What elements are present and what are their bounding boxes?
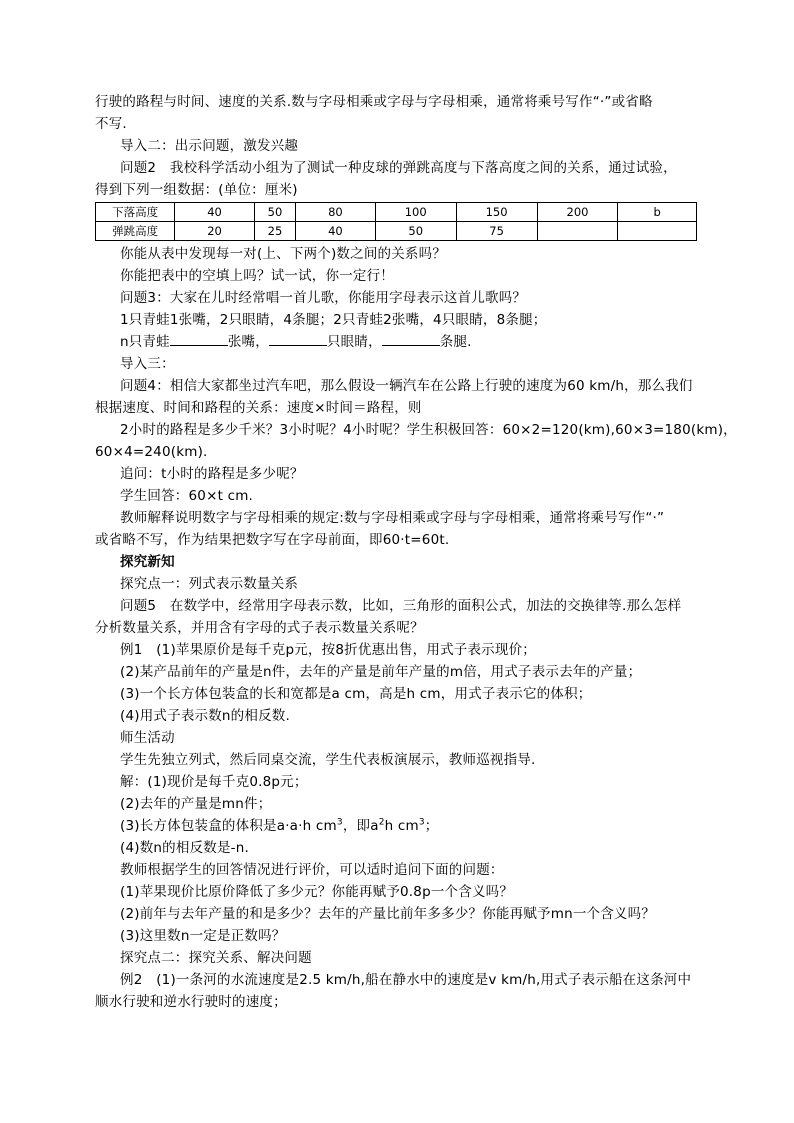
lead3-heading: 导入三： bbox=[120, 356, 175, 372]
question-2-line-1: 问题2 我校科学活动小组为了测试一种皮球的弹跳高度与下落高度之间的关系，通过试验， bbox=[120, 160, 677, 176]
table-cell bbox=[618, 222, 697, 241]
question-2-line-2: 得到下列一组数据：(单位：厘米) bbox=[95, 182, 298, 198]
table-cell: 40 bbox=[296, 222, 376, 241]
solution-4: (4)数n的相反数是-n. bbox=[120, 840, 249, 856]
solution-1: 解：(1)现价是每千克0.8p元； bbox=[120, 774, 308, 790]
song-line-1: 1只青蛙1张嘴，2只眼睛，4条腿；2只青蛙2张嘴，4只眼睛，8条腿； bbox=[120, 312, 547, 328]
table-cell: 150 bbox=[456, 203, 537, 222]
follow-up-question: 追问：t小时的路程是多少呢？ bbox=[120, 466, 304, 482]
example-1-part-2: (2)某产品前年的产量是n件，去年的产量是前年产量的m倍，用式子表示去年的产量； bbox=[120, 664, 642, 680]
table-cell: 弹跳高度 bbox=[96, 222, 175, 241]
song-text: n只青蛙 bbox=[120, 334, 170, 350]
table-question-1: 你能从表中发现每一对(上、下两个)数之间的关系吗？ bbox=[120, 246, 447, 262]
blank-line bbox=[382, 333, 440, 346]
explore-point-1: 探究点一：列式表示数量关系 bbox=[120, 576, 299, 592]
activity-text: 学生先独立列式，然后同桌交流，学生代表板演展示，教师巡视指导. bbox=[120, 752, 536, 768]
lead2-heading: 导入二：出示问题，激发兴趣 bbox=[120, 138, 299, 154]
follow-up-2: (2)前年与去年产量的和是多少？去年的产量比前年多多少？你能再赋予mn一个含义吗？ bbox=[120, 906, 656, 922]
question-4-line-2: 根据速度、时间和路程的关系：速度×时间＝路程，则 bbox=[95, 400, 422, 416]
table-cell: b bbox=[618, 203, 697, 222]
example-1-part-4: (4)用式子表示数n的相反数. bbox=[120, 708, 290, 724]
teacher-explanation-1: 教师解释说明数字与字母相乘的规定:数与字母相乘或字母与字母相乘，通常将乘号写作“·” bbox=[120, 510, 665, 526]
solution-3-text: ，即a bbox=[342, 818, 379, 834]
follow-up-1: (1)苹果现价比原价降低了多少元？你能再赋予0.8p一个含义吗？ bbox=[120, 884, 514, 900]
explore-point-2: 探究点二：探究关系、解决问题 bbox=[120, 950, 312, 966]
intro-line-1: 行驶的路程与时间、速度的关系.数与字母相乘或字母与字母相乘，通常将乘号写作“·”或省略 bbox=[95, 94, 653, 110]
song-text: 张嘴， bbox=[227, 334, 269, 350]
table-cell: 80 bbox=[296, 203, 376, 222]
table-cell: 25 bbox=[254, 222, 295, 241]
solution-3 bbox=[120, 817, 439, 835]
table-cell: 75 bbox=[456, 222, 537, 241]
question-4-line-3: 2小时的路程是多少千米？3小时呢？4小时呢？学生积极回答：60×2=120(km),60×3=180(km)， bbox=[120, 422, 737, 438]
solution-3-text: h cm bbox=[384, 818, 419, 834]
table-cell: 50 bbox=[375, 222, 456, 241]
question-3: 问题3：大家在儿时经常唱一首儿歌，你能用字母表示这首儿歌吗？ bbox=[120, 290, 527, 306]
table-cell: 20 bbox=[175, 222, 255, 241]
follow-up-3: (3)这里数n一定是正数吗？ bbox=[120, 928, 286, 944]
example-2-line-1: 例2 (1)一条河的水流速度是2.5 km/h,船在静水中的速度是v km/h,用式子表示船在这条河中 bbox=[120, 972, 692, 988]
section-title: 探究新知 bbox=[120, 554, 175, 570]
blank-line bbox=[170, 333, 228, 346]
solution-3-text: ； bbox=[424, 818, 439, 834]
exponent: 3 bbox=[418, 817, 425, 828]
example-2-line-2: 顺水行驶和逆水行驶时的速度； bbox=[95, 994, 287, 1010]
song-text: 只眼睛， bbox=[326, 334, 382, 350]
example-1-part-3: (3)一个长方体包装盒的长和宽都是a cm，高是h cm，用式子表示它的体积； bbox=[120, 686, 592, 702]
teacher-evaluation: 教师根据学生的回答情况进行评价，可以适时追问下面的问题： bbox=[120, 862, 504, 878]
song-line-2 bbox=[120, 333, 472, 351]
height-data-table bbox=[95, 202, 697, 241]
table-cell: 40 bbox=[175, 203, 255, 222]
question-4-line-4: 60×4=240(km). bbox=[95, 444, 208, 460]
table-cell: 下落高度 bbox=[96, 203, 175, 222]
exponent: 2 bbox=[378, 817, 385, 828]
table-cell: 50 bbox=[254, 203, 295, 222]
activity-heading: 师生活动 bbox=[120, 730, 175, 746]
intro-line-2: 不写. bbox=[95, 116, 127, 132]
exponent: 3 bbox=[336, 817, 343, 828]
teacher-explanation-2: 或省略不写，作为结果把数字写在字母前面，即60·t=60t. bbox=[95, 532, 450, 548]
table-cell: 200 bbox=[537, 203, 618, 222]
table-cell bbox=[537, 222, 618, 241]
table-cell: 100 bbox=[375, 203, 456, 222]
question-5-line-1: 问题5 在数学中，经常用字母表示数，比如，三角形的面积公式，加法的交换律等.那么怎样 bbox=[120, 598, 682, 614]
song-text: 条腿. bbox=[439, 334, 472, 350]
table-row-drop-height bbox=[96, 203, 697, 222]
table-question-2: 你能把表中的空填上吗？试一试，你一定行！ bbox=[120, 268, 394, 284]
solution-2: (2)去年的产量是mn件； bbox=[120, 796, 272, 812]
solution-3-text: (3)长方体包装盒的体积是a·a·h cm bbox=[120, 818, 337, 834]
question-5-line-2: 分析数量关系，并用含有字母的式子表示数量关系呢？ bbox=[95, 620, 424, 636]
student-answer: 学生回答：60×t cm. bbox=[120, 488, 254, 504]
table-row-bounce-height bbox=[96, 222, 697, 241]
blank-line bbox=[269, 333, 327, 346]
example-1-part-1: 例1 (1)苹果原价是每千克p元，按8折优惠出售，用式子表示现价； bbox=[120, 642, 536, 658]
question-4-line-1: 问题4：相信大家都坐过汽车吧，那么假设一辆汽车在公路上行驶的速度为60 km/h，那么我们 bbox=[120, 378, 693, 394]
